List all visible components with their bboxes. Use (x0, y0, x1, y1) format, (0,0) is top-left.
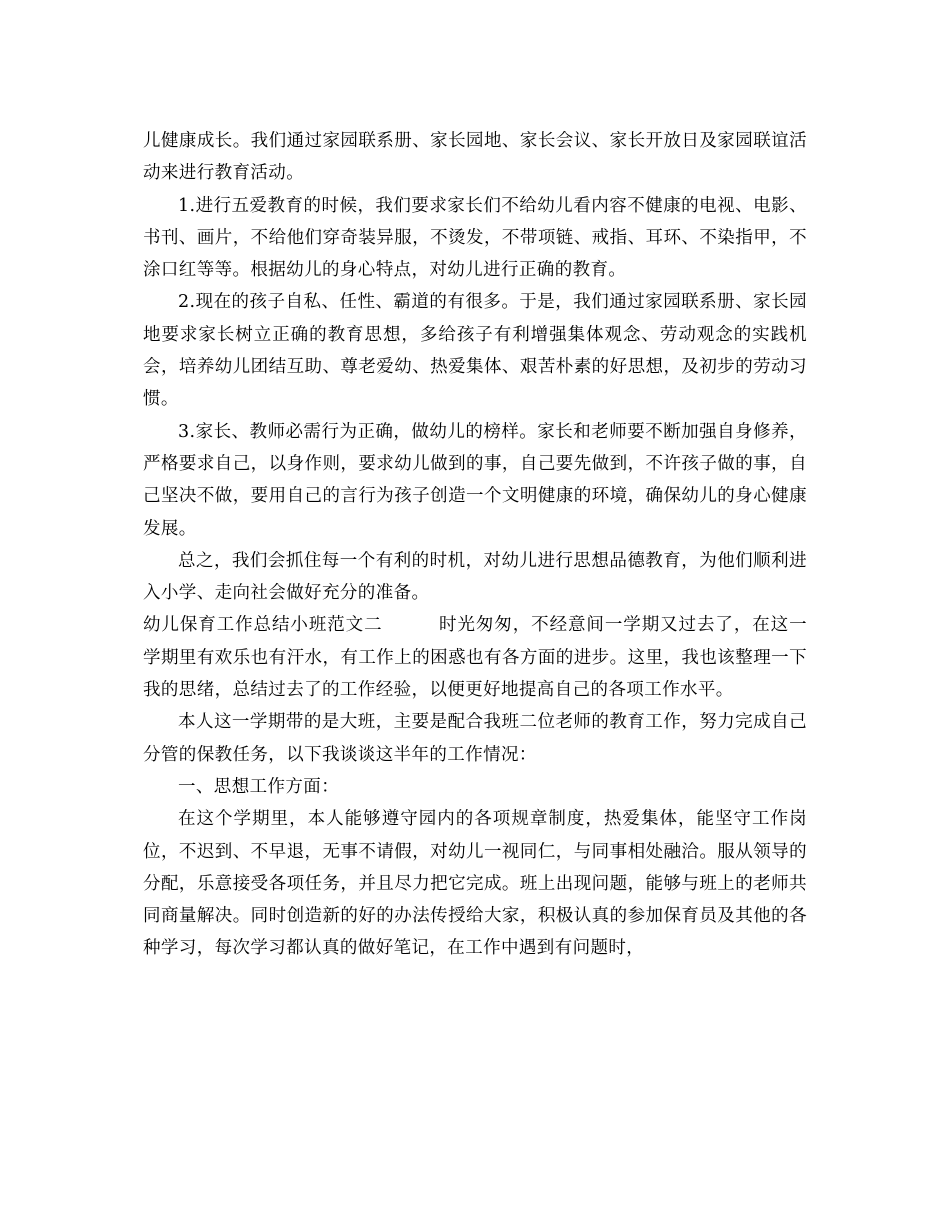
section-lead: 时光匆匆，不经意间一学期又过去了，在这一学期里有欢乐也有汗水，有工作上的困惑也有各方面的进步。这里，我也该整理一下我的思绪，总结过去了的工作经验，以便更好地提高自己的各项工作水平。 (143, 615, 807, 701)
paragraph-1: 儿健康成长。我们通过家园联系册、家长园地、家长会议、家长开放日及家园联谊活动来进行教育活动。 (143, 131, 807, 184)
paragraph-7: 在这个学期里，本人能够遵守园内的各项规章制度，热爱集体，能坚守工作岗位，不迟到、不早退，无事不请假，对幼儿一视同仁，与同事相处融洽。服从领导的分配，乐意接受各项任务，并且尽力把它完成。班上出现问题，能够与班上的老师共同商量解决。同时创造新的好的办法传授给大家，积极认真的参加保育员及其他的各种学习，每次学习都认真的做好笔记，在工作中遇到有问题时， (143, 809, 807, 959)
subheading-thought-work: 一、思想工作方面： (178, 776, 340, 797)
document-body (143, 125, 807, 965)
paragraph-5: 总之，我们会抓住每一个有利的时机，对幼儿进行思想品德教育，为他们顺利进入小学、走向社会做好充分的准备。 (143, 550, 807, 604)
paragraph-2: 1.进行五爱教育的时候，我们要求家长们不给幼儿看内容不健康的电视、电影、书刊、画片，不给他们穿奇装异服，不烫发，不带项链、戒指、耳环、不染指甲，不涂口红等等。根据幼儿的身心特点，对幼儿进行正确的教育。 (143, 195, 807, 281)
section-heading-paragraph (143, 609, 807, 706)
paragraph-4: 3.家长、教师必需行为正确，做幼儿的榜样。家长和老师要不断加强自身修养，严格要求自己，以身作则，要求幼儿做到的事，自己要先做到，不许孩子做的事，自己坚决不做，要用自己的言行为孩子创造一个文明健康的环境，确保幼儿的身心健康发展。 (143, 421, 807, 539)
paragraph-3: 2.现在的孩子自私、任性、霸道的有很多。于是，我们通过家园联系册、家长园地要求家长树立正确的教育思想，多给孩子有利增强集体观念、劳动观念的实践机会，培养幼儿团结互助、尊老爱幼、热爱集体、艰苦朴素的好思想，及初步的劳动习惯。 (143, 292, 807, 410)
section-title: 幼儿保育工作总结小班范文二 (143, 615, 383, 636)
paragraph-6: 本人这一学期带的是大班，主要是配合我班二位老师的教育工作，努力完成自己分管的保教任务，以下我谈谈这半年的工作情况： (143, 712, 807, 765)
